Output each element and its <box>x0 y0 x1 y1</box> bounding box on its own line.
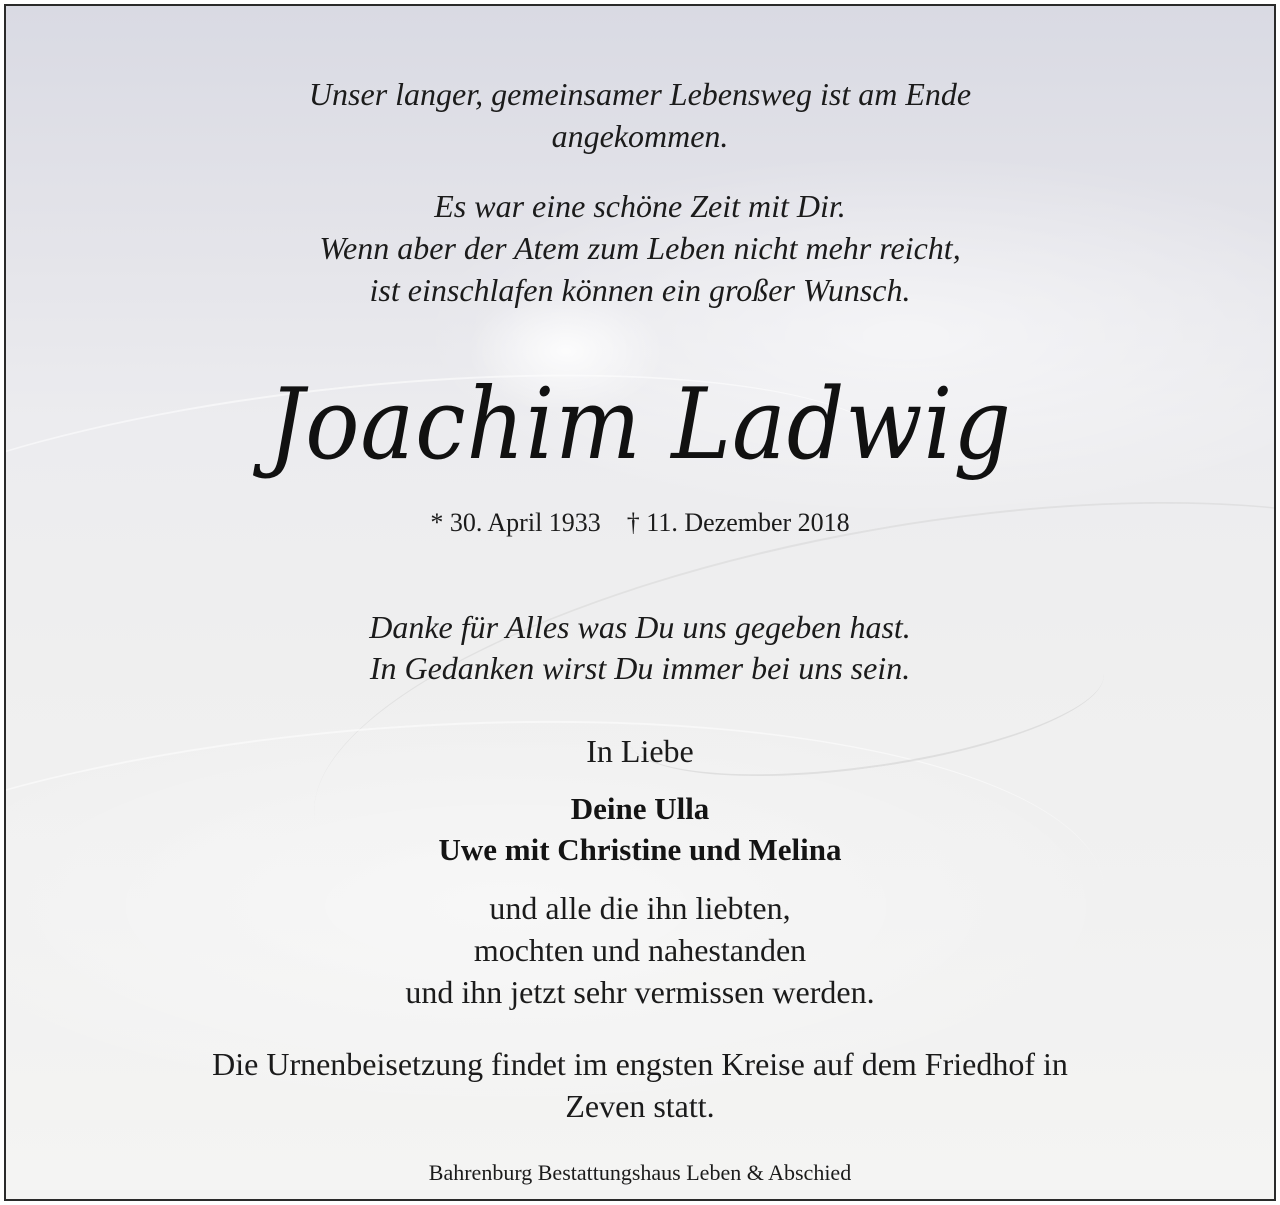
gratitude-line: Danke für Alles was Du uns gegeben hast. <box>369 609 911 645</box>
deceased-name: Joachim Ladwig <box>268 368 1012 482</box>
motto-line: Unser langer, gemeinsamer Lebensweg ist am Ende <box>308 76 972 112</box>
obituary-card <box>4 4 1276 1201</box>
mourner-name: Deine Ulla <box>570 791 710 826</box>
motto-line: Wenn aber der Atem zum Leben nicht mehr reicht, <box>319 230 961 266</box>
undertaker-credit: Bahrenburg Bestattungshaus Leben & Abschied <box>428 1160 852 1185</box>
mourners-line: und alle die ihn liebten, <box>489 890 791 926</box>
motto-line: ist einschlafen können ein großer Wunsch. <box>369 272 911 308</box>
motto-line: angekommen. <box>551 118 729 154</box>
mourner-name: Uwe mit Christine und Melina <box>438 832 842 867</box>
mourners-line: mochten und nahestanden <box>473 932 807 968</box>
mourners-intro: In Liebe <box>586 733 694 769</box>
death-date: † 11. Dezember 2018 <box>626 508 850 537</box>
gratitude-line: In Gedanken wirst Du immer bei uns sein. <box>369 650 911 686</box>
mourners-line: und ihn jetzt sehr vermissen werden. <box>405 974 875 1010</box>
burial-notice: Zeven statt. <box>565 1088 715 1124</box>
life-dates <box>6 508 1274 538</box>
birth-date: * 30. April 1933 <box>430 508 601 537</box>
motto-line: Es war eine schöne Zeit mit Dir. <box>434 188 846 224</box>
burial-notice: Die Urnenbeisetzung findet im engsten Kreise auf dem Friedhof in <box>212 1046 1068 1082</box>
